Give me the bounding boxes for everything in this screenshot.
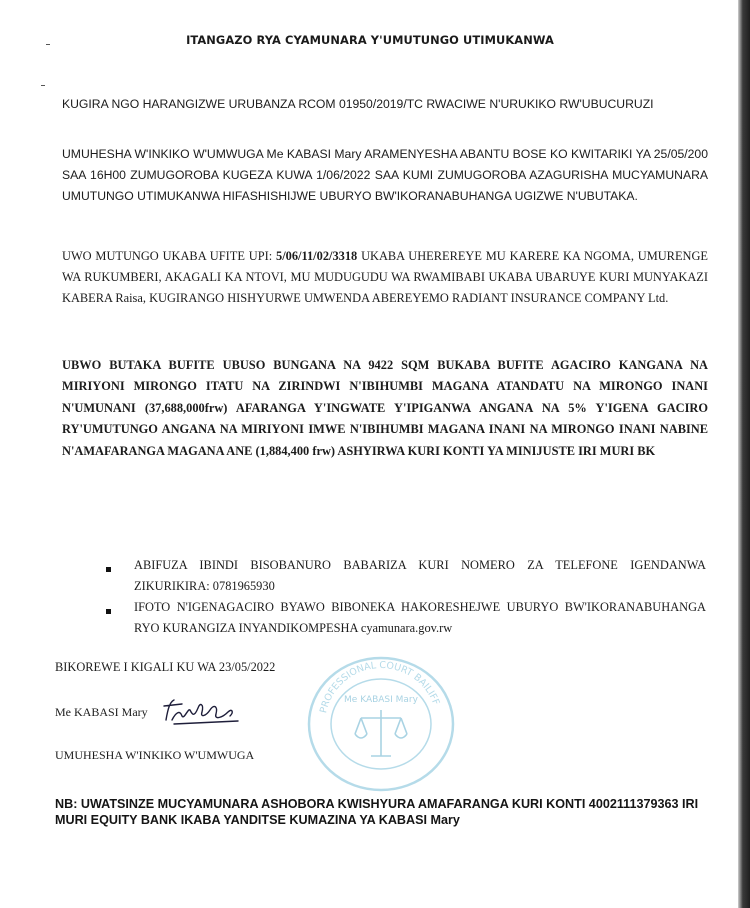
bullet-item-online-info: IFOTO N'IGENAGACIRO BYAWO BIBONEKA HAKORESHEJWE UBURYO BW'IKORANABUHANGA RYO KURANGIZA INYANDIKOMPESHA cyamunara.gov.rw [134,600,706,635]
stamp-center-text: Me KABASI Mary [344,695,418,705]
paragraph-auction-announcement: UMUHESHA W'INKIKO W'UMWUGA Me KABASI Mary ARAMENYESHA ABANTU BOSE KO KWITARIKI YA 25/05/200 SAA 16H00 ZUMUGOROBA KUGEZA KUWA 1/06/2022 SAA KUMI ZUMUGOROBA AZAGURISHA MUCYAMUNARA UMUTUNGO UTIMUKANWA HIFASHISHIJWE UBURYO BW'IKORANABUHANGA UGIZWE N'UBUTAKA. [62,147,708,203]
signer-name: Me KABASI Mary [55,705,148,719]
handwritten-signature [160,694,240,728]
nb-payment-note: NB: UWATSINZE MUCYAMUNARA ASHOBORA KWISHYURA AMAFARANGA KURI KONTI 4002111379363 IRI MURI EQUITY BANK IKABA YANDITSE KUMAZINA YA KABASI Mary [55,797,699,827]
scan-mark [41,85,45,86]
intro-line: KUGIRA NGO HARANGIZWE URUBANZA RCOM 01950/2019/TC RWACIWE N'URUKIKO RW'UBUCURUZI [62,97,654,111]
paragraph-property-location [62,246,708,309]
property-location-text: UKABA UHEREREYE MU KARERE KA NGOMA, UMURENGE WA RUKUMBERI, AKAGALI KA NTOVI, MU MUDUGUDU WA RWAMIBABI UKABA UBARUYE KURI MUNYAKAZI KABERA Raisa, KUGIRANGO HISHYURWE UMWENDA ABEREYEMO RADIANT INSURANCE COMPANY Ltd. [62,249,708,305]
scan-edge-shadow [738,0,750,908]
bullet-item-contact: ABIFUZA IBINDI BISOBANURO BABARIZA KURI NOMERO ZA TELEFONE IGENDANWA ZIKURIKIRA: 0781965930 [134,558,706,593]
upi-value: 5/06/11/02/3318 [276,249,358,263]
signer-title: UMUHESHA W'INKIKO W'UMWUGA [55,748,255,762]
stamp-ring-text: PROFESSIONAL COURT BAILIFF [318,659,442,715]
bullet-icon [106,567,111,572]
paragraph-property-value: UBWO BUTAKA BUFITE UBUSO BUNGANA NA 9422 SQM BUKABA BUFITE AGACIRO KANGANA NA MIRIYONI MIRONGO ITATU NA ZIRINDWI N'IBIHUMBI MAGANA ATANDATU NA MIRONGO INANI N'UMUNANI (37,688,000frw) AFARANGA Y'INGWATE Y'IPIGANWA ANGANA NA 5% Y'IGENA GACIRO RY'UMUTUNGO ANGANA NA MIRIYONI IMWE N'IBIHUMBI MAGANA INANI NA MIRONGO INANI NABINE N'AMAFARANGA MAGANA ANE (1,884,400 frw) ASHYIRWA KURI KONTI YA MINIJUSTE IRI MURI BK [62,358,708,458]
scales-of-justice-icon [355,710,407,756]
bullet-icon [106,609,111,614]
document-title: ITANGAZO RYA CYAMUNARA Y'UMUTUNGO UTIMUKANWA [186,33,554,47]
scan-mark [46,44,50,45]
upi-label: UWO MUTUNGO UKABA UFITE UPI: [62,249,273,263]
place-and-date: BIKOREWE I KIGALI KU WA 23/05/2022 [55,660,276,674]
